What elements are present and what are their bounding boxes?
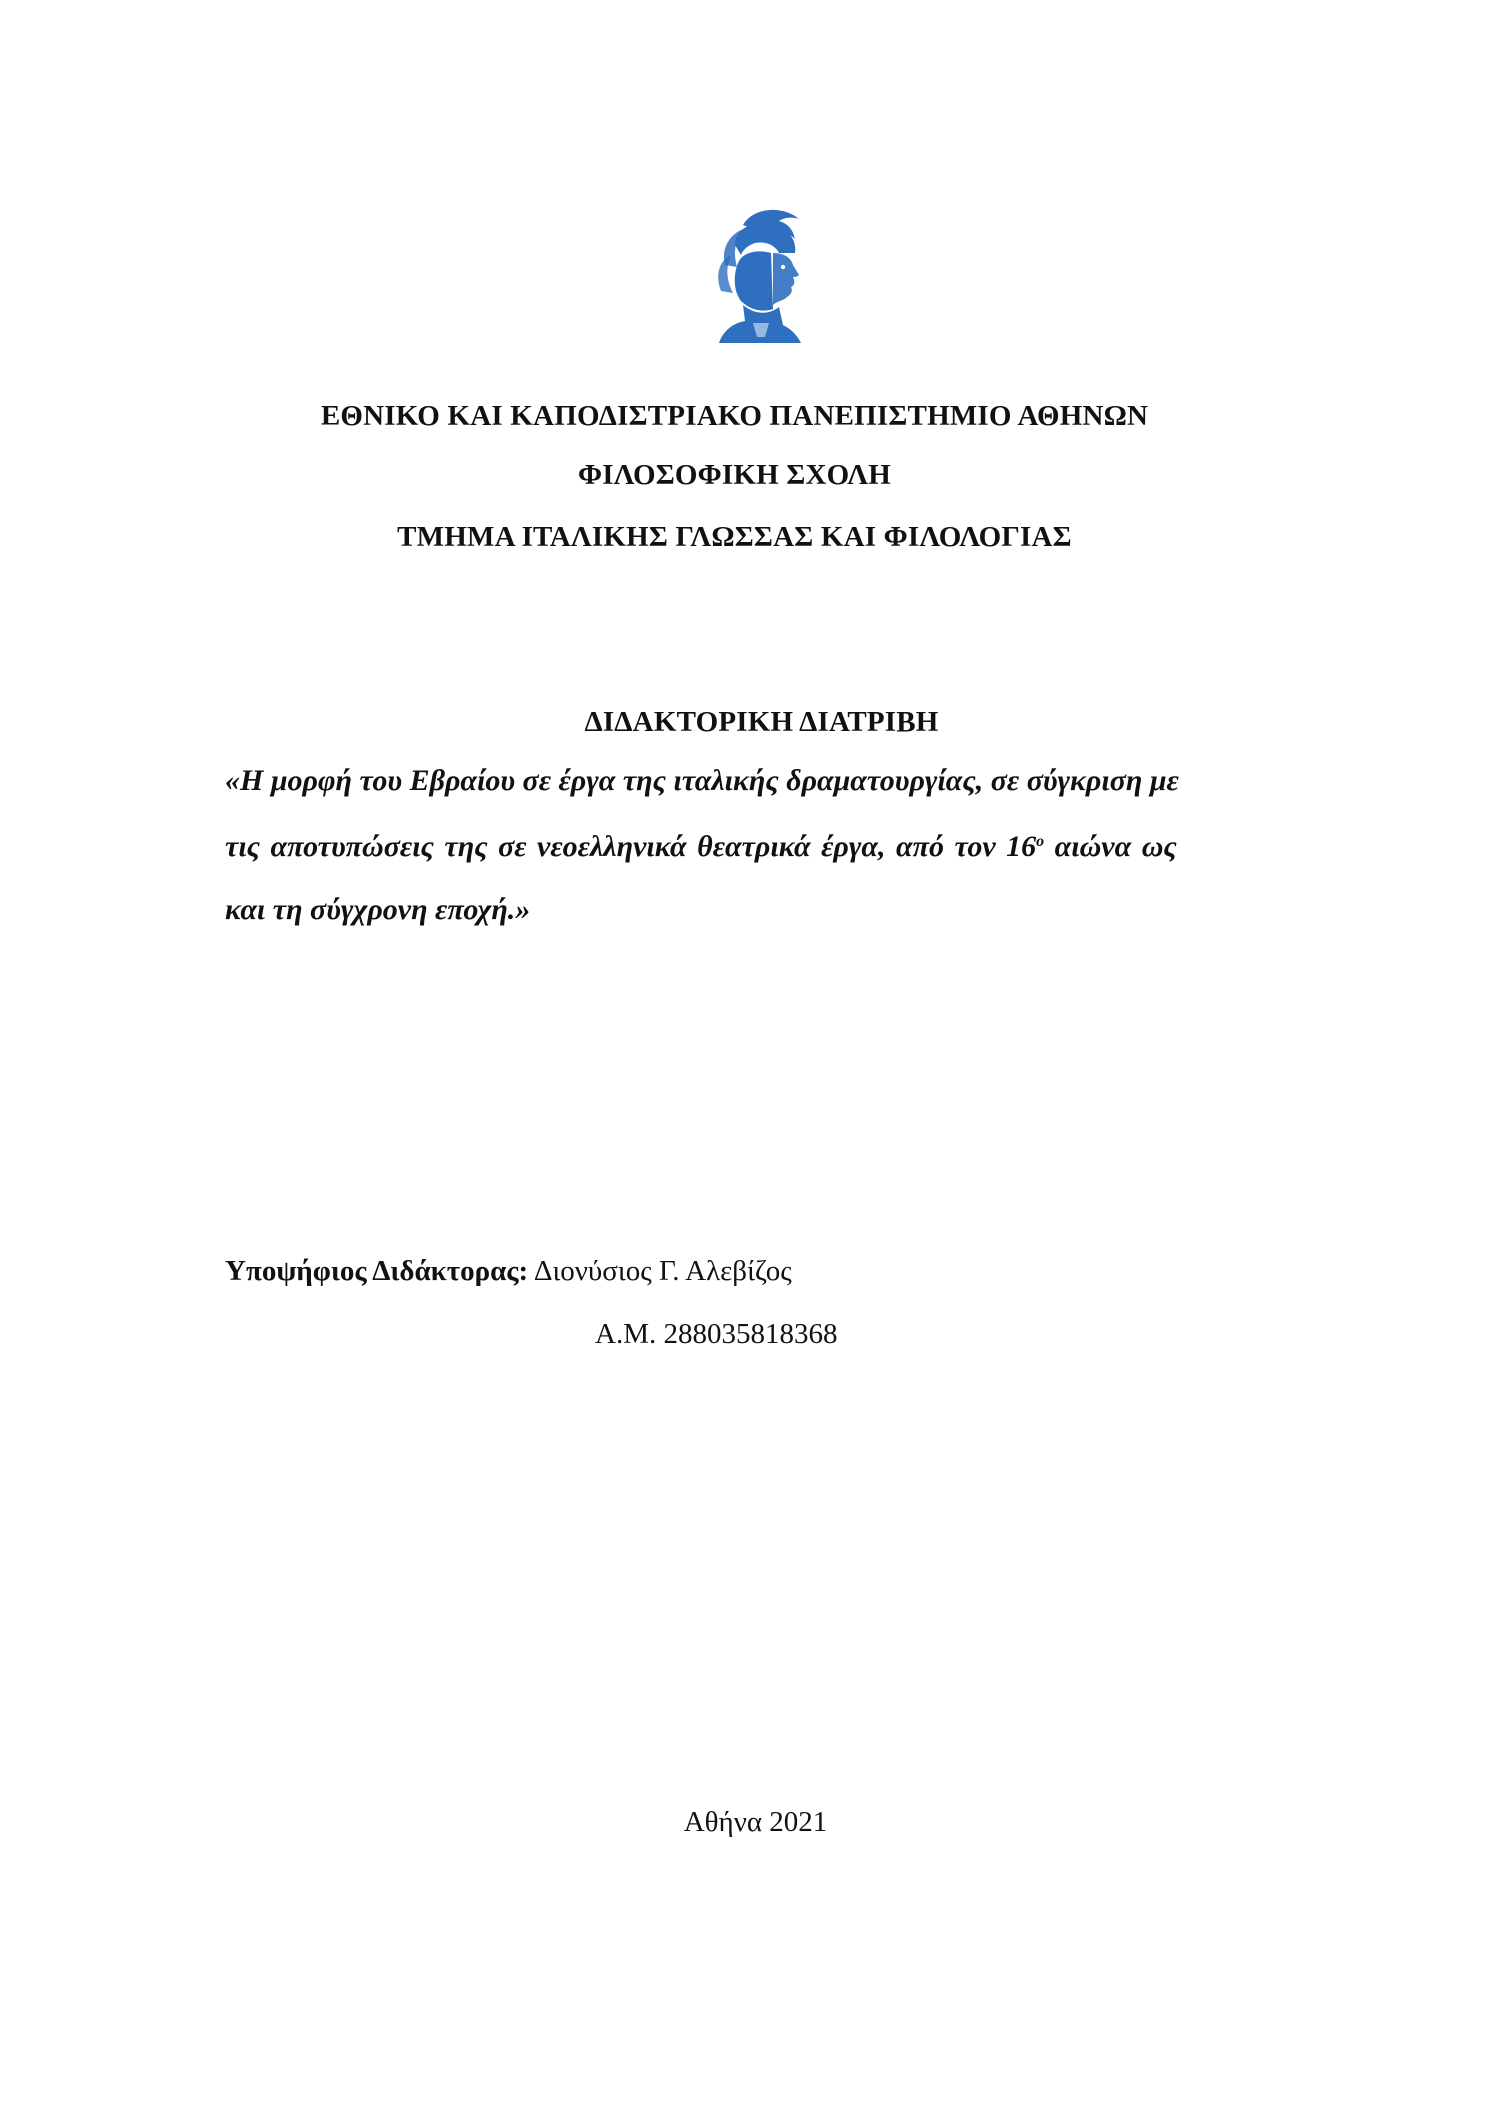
thesis-title-line-1: «Η μορφή του Εβραίου σε έργα της ιταλικής δραματουργίας, σε σύγκριση με <box>225 764 1179 797</box>
document-type: ΔΙΔΑΚΤΟΡΙΚΗ ΔΙΑΤΡΙΒΗ <box>584 706 939 738</box>
candidate-name: Διονύσιος Γ. Αλεβίζος <box>528 1255 792 1287</box>
thesis-title-line-2 <box>225 830 1307 864</box>
department-name: ΤΜΗΜΑ ΙΤΑΛΙΚΗΣ ΓΛΩΣΣΑΣ ΚΑΙ ΦΙΛΟΛΟΓΙΑΣ <box>397 521 1072 553</box>
faculty-name: ΦΙΛΟΣΟΦΙΚΗ ΣΧΟΛΗ <box>577 459 892 491</box>
thesis-title-line-3: και τη σύγχρονη εποχή.» <box>225 893 531 926</box>
superscript-ordinal: ο <box>1036 833 1045 850</box>
athena-head-icon <box>713 205 813 345</box>
candidate-line <box>225 1255 792 1288</box>
thesis-title-line-2-post: αιώνα ως <box>1044 830 1177 863</box>
candidate-label: Υποψήφιος Διδάκτορας: <box>225 1255 529 1287</box>
place-and-year: Αθήνα 2021 <box>683 1806 828 1838</box>
university-name: ΕΘΝΙΚΟ ΚΑΙ ΚΑΠΟΔΙΣΤΡΙΑΚΟ ΠΑΝΕΠΙΣΤΗΜΙΟ ΑΘΗΝΩΝ <box>320 400 1149 432</box>
registration-number: Α.Μ. 288035818368 <box>595 1318 838 1350</box>
thesis-title-line-2-pre: τις αποτυπώσεις της σε νεοελληνικά θεατρικά έργα, από τον 16 <box>225 830 1037 863</box>
